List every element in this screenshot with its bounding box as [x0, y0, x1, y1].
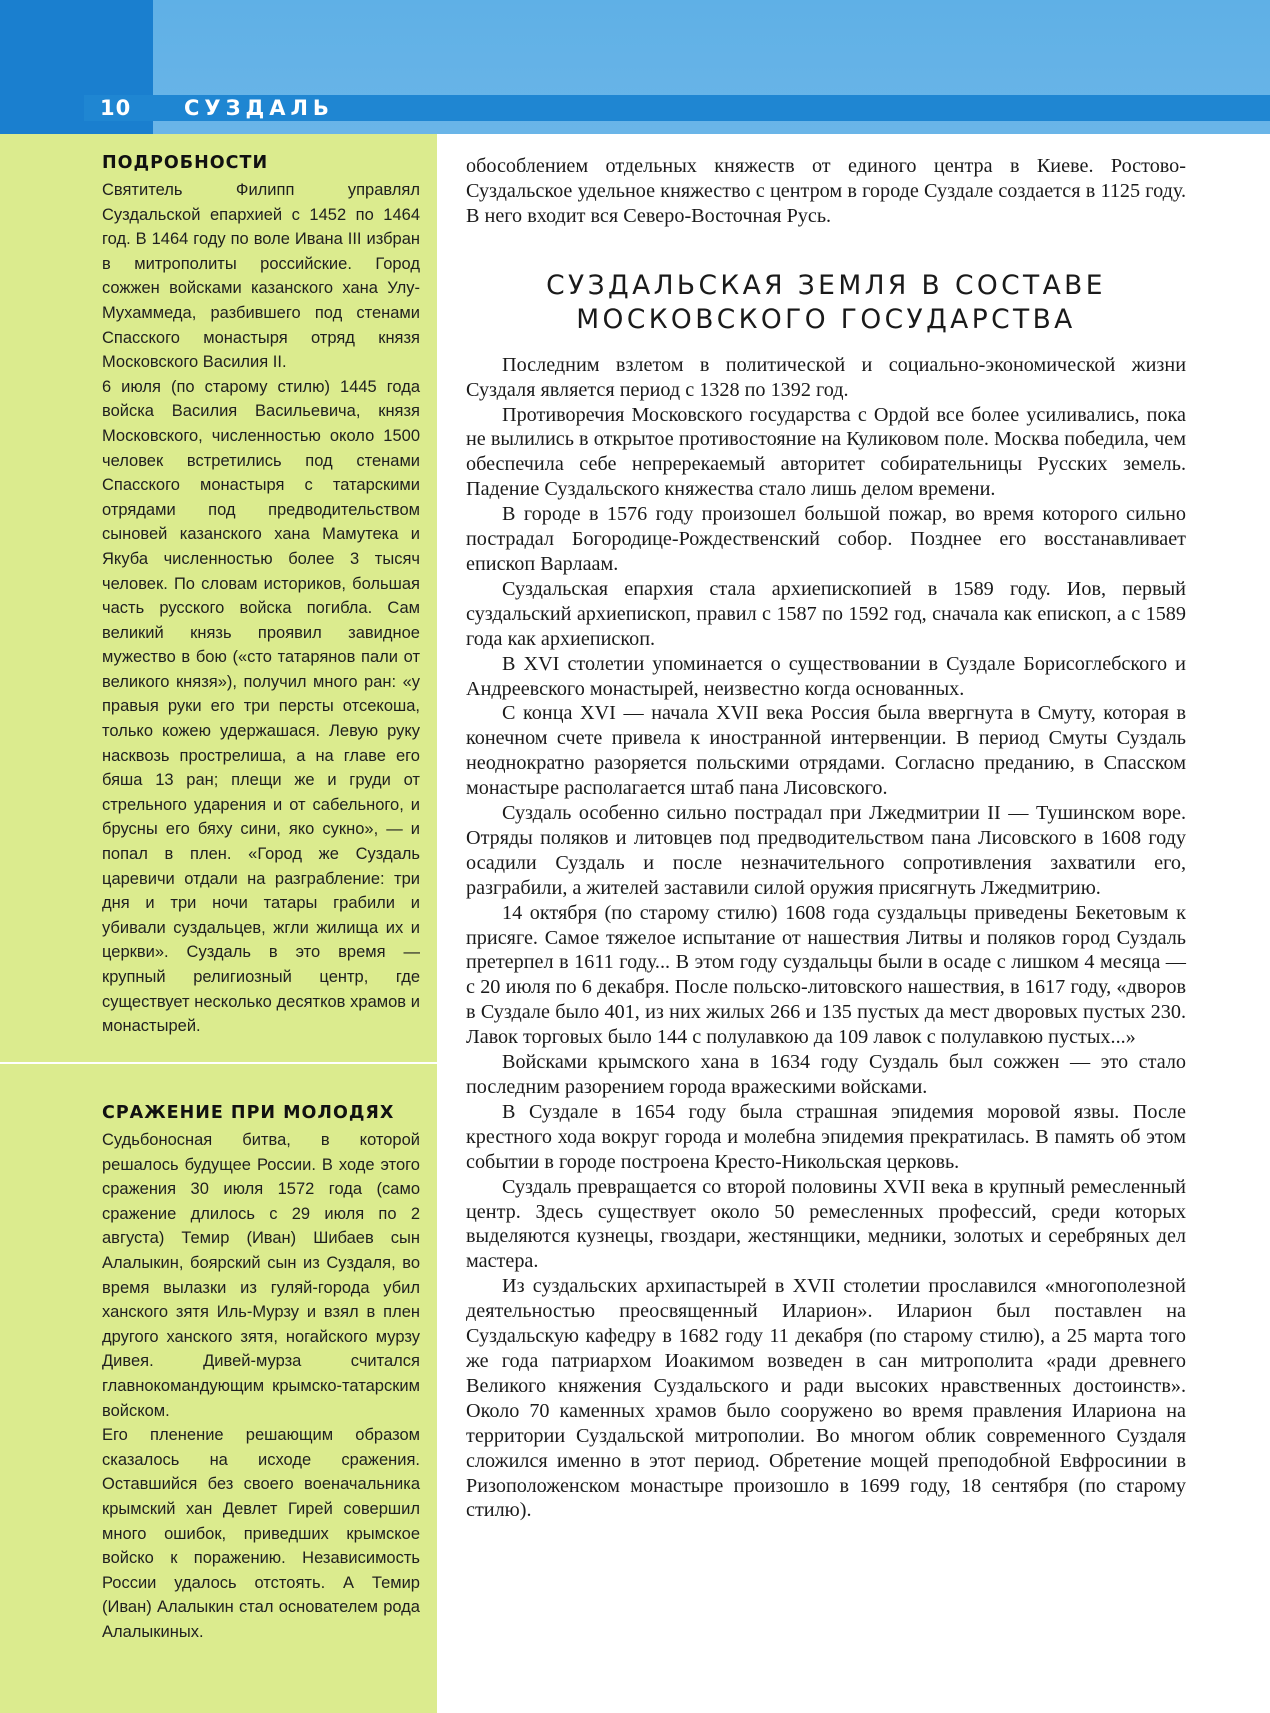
body-paragraph: Суздаль особенно сильно пострадал при Лжедмитрии II — Тушинском воре. Отряды поляков и литовцев под предводительством пана Лисовского в 1608 году осадили Суздаль и после незначительного сопротивления захватили его, разграбили, а жителей заставили силой оружия присягнуть Лжедмитрию.	[466, 802, 1186, 899]
sidebar-divider	[0, 1062, 437, 1064]
body-paragraph: В Суздале в 1654 году была страшная эпидемия моровой язвы. После крестного хода вокруг города и молебна эпидемия прекратилась. В память об этом событии в городе построена Кресто-Никольская церковь.	[466, 1100, 1186, 1173]
sidebar-box-title: СРАЖЕНИЕ ПРИ МОЛОДЯХ	[102, 1103, 395, 1123]
page-number: 10	[100, 96, 132, 120]
section-title	[466, 269, 1186, 337]
section-title-line: МОСКОВСКОГО ГОСУДАРСТВА	[576, 303, 1076, 335]
sidebar-paragraph: Его пленение решающим образом сказалось на исходе сражения. Оставшийся без своего военачальника крымский хан Девлет Гирей совершил много ошибок, приведших крымское войско к поражению. Независимость России удалось отстоять. А Темир (Иван) Алалыкин стал основателем рода Алалыкиных.	[102, 1426, 420, 1641]
main-column	[466, 154, 1186, 1523]
intro-paragraph: обособлением отдельных княжеств от единого центра в Киеве. Ростово-Суздальское удельное княжество с центром в городе Суздале создается в 1125 году. В него входит вся Северо-Восточная Русь.	[466, 155, 1186, 227]
body-paragraph: Суздальская епархия стала архиепископией в 1589 году. Иов, первый суздальский архиепископ, правил с 1587 по 1592 год, сначала как епископ, а с 1589 года как архиепископ.	[466, 577, 1186, 650]
body-paragraph: С конца XVI — начала XVII века Россия была ввергнута в Смуту, которая в конечном счете привела к иностранной интервенции. В период Смуты Суздаль неоднократно разоряется польскими отрядами. Согласно преданию, в Спасском монастыре располагается штаб пана Лисовского.	[466, 702, 1186, 800]
sidebar-paragraph: 6 июля (по старому стилю) 1445 года войска Василия Васильевича, князя Московского, численностью около 1500 человек встретились под стенами Спасского монастыря с татарскими отрядами под предводительством сыновей казанского хана Мамутека и Якуба численностью более 3 тысяч человек. По словам историков, большая часть русского войска погибла. Сам великий князь проявил завидное мужество в бою («сто татарянов пали от великого князя»), получил много ран: «у правыя руки его три персты отсекоша, только кожею удержашася. Левую руку насквозь прострелиша, а на главе его бяша 13 ран; плещи же и груди от стрельного ударения и от сабельного, и брусны его бяху сини, яко сукно», — и попал в плен. «Город же Суздаль царевичи отдали на разграбление: три дня и три ночи татары грабили и убивали суздальцев, жгли жилища их и церкви». Суздаль в это время — крупный религиозный центр, где существует несколько десятков храмов и монастырей.	[102, 377, 420, 1036]
body-paragraph: 14 октября (по старому стилю) 1608 года суздальцы приведены Бекетовым к присяге. Самое тяжелое испытание от нашествия Литвы и поляков город Суздаль претерпел в 1611 году... В этом году суздальцы были в осаде с лишком 4 месяца — с 20 июля по 6 декабря. После польско-литовского нашествия, в 1617 году, «дворов в Суздале было 401, из них жилых 266 и 135 пустых да мест дворовых пустых 230. Лавок торговых было 144 с полулавкою да 109 лавок с полулавкою пустых...»	[466, 901, 1186, 1049]
running-title: СУЗДАЛЬ	[184, 96, 334, 120]
sidebar-box-battle	[102, 1100, 420, 1644]
sidebar-paragraph: Святитель Филипп управлял Суздальской епархией с 1452 по 1464 год. В 1464 году по воле Ивана III избран в митрополиты российские. Город сожжен войсками казанского хана Улу-Мухаммеда, разбившего под стенами Спасского монастыря отряд князя Московского Василия II.	[102, 181, 420, 372]
section-title-line: СУЗДАЛЬСКАЯ ЗЕМЛЯ В СОСТАВЕ	[546, 269, 1106, 301]
body-paragraph: Из суздальских архипастырей в XVII столетии прославился «многополезной деятельностью преосвященный Иларион». Иларион был поставлен на Суздальскую кафедру в 1682 году 11 декабря (по старому стилю), а 25 марта того же года патриархом Иоакимом возведен в сан митрополита «ради древнего Великого княжения Суздальского и ради высоких нравственных достоинств». Около 70 каменных храмов было сооружено во время правления Илариона на территории Суздальской митрополии. Во многом облик современного Суздаля сложился именно в этот период. Обретение мощей преподобной Евфросинии в Ризоположенском монастыре произошло в 1699 году, 18 сентября (по старому стилю).	[466, 1275, 1186, 1522]
body-paragraph: В XVI столетии упоминается о существовании в Суздале Борисоглебского и Андреевского монастырей, неизвестно когда основанных.	[466, 652, 1186, 700]
body-paragraph: Последним взлетом в политической и социально-экономической жизни Суздаля является период с 1328 по 1392 год.	[466, 353, 1186, 401]
body-paragraph: Противоречия Московского государства с Ордой все более усиливались, пока не вылились в открытое противостояние на Куликовом поле. Москва победила, чем обеспечила себе непререкаемый авторитет собирательницы Русских земель. Падение Суздальского княжества стало лишь делом времени.	[466, 403, 1186, 501]
body-paragraph: В городе в 1576 году произошел большой пожар, во время которого сильно пострадал Богородице-Рождественский собор. Позднее его восстанавливает епископ Варлаам.	[466, 503, 1186, 575]
sidebar-box-title: ПОДРОБНОСТИ	[102, 153, 269, 173]
body-paragraph: Суздаль превращается со второй половины XVII века в крупный ремесленный центр. Здесь существует около 50 ремесленных профессий, среди которых выделяются кузнецы, гвоздари, жестянщики, медники, золотых и серебряных дел мастера.	[466, 1175, 1186, 1273]
sidebar-paragraph: Судьбоносная битва, в которой решалось будущее России. В ходе этого сражения 30 июля 1572 года (само сражение длилось с 29 июля по 2 августа) Темир (Иван) Шибаев сын Алалыкин, боярский сын из Суздаля, во время вылазки из гуляй-города убил ханского зятя Иль-Мурзу и взял в плен другого ханского зятя, ногайского мурзу Дивея. Дивей-мурза считался главнокомандующим крымско-татарским войском.	[102, 1131, 420, 1420]
body-paragraph: Войсками крымского хана в 1634 году Суздаль был сожжен — это стало последним разорением города вражескими войсками.	[466, 1051, 1186, 1098]
sidebar-box-details	[102, 150, 420, 1039]
